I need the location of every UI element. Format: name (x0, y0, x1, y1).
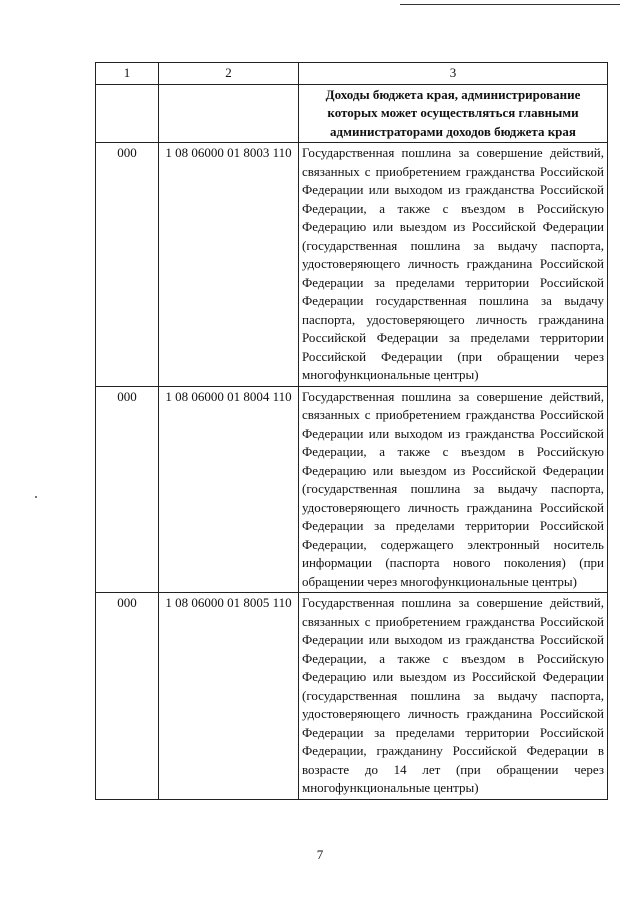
section-title-row (96, 84, 608, 143)
page-number: 7 (316, 847, 324, 862)
income-description-cell: Государственная пошлина за совершение действий, связанных с приобретением гражданства Российской Федерации или выходом из гражданства Российской Федерации, а также с въездом в Российскую Федерацию или выездом из Российской Федерации (государственная пошлина за выдачу паспорта, удостоверяющего личность гражданина Российской Федерации за пределами территории Российской Федерации, гражданину Российской Федерации в возрасте до 14 лет (при обращении через многофункциональные центры) (299, 593, 608, 800)
column-number-3: 3 (299, 63, 608, 85)
margin-mark (35, 496, 37, 498)
table-row (96, 386, 608, 593)
income-code-cell: 1 08 06000 01 8003 110 (159, 143, 299, 387)
column-number-2: 2 (159, 63, 299, 85)
income-description-cell: Государственная пошлина за совершение действий, связанных с приобретением гражданства Российской Федерации или выходом из гражданства Российской Федерации, а также с въездом в Российскую Федерацию или выездом из Российской Федерации (государственная пошлина за выдачу паспорта, удостоверяющего личность гражданина Российской Федерации за пределами территории Российской Федерации государственная пошлина за выдачу паспорта, удостоверяющего личность гражданина Российской Федерации за пределами территории Российской Федерации (при обращении через многофункциональные центры) (299, 143, 608, 387)
empty-cell (96, 84, 159, 143)
section-title: Доходы бюджета края, администрирование которых может осуществляться главными администраторами доходов бюджета края (299, 84, 608, 143)
empty-cell (159, 84, 299, 143)
column-number-row (96, 63, 608, 85)
income-code-cell: 1 08 06000 01 8004 110 (159, 386, 299, 593)
income-codes-table (95, 62, 608, 800)
column-number-1: 1 (96, 63, 159, 85)
table-row (96, 143, 608, 387)
income-code-cell: 1 08 06000 01 8005 110 (159, 593, 299, 800)
top-rule-line (400, 4, 620, 5)
admin-code-cell: 000 (96, 143, 159, 387)
admin-code-cell: 000 (96, 593, 159, 800)
income-description-cell: Государственная пошлина за совершение действий, связанных с приобретением гражданства Российской Федерации или выходом из гражданства Российской Федерации, а также с въездом в Российскую Федерацию или выездом из Российской Федерации (государственная пошлина за выдачу паспорта, удостоверяющего личность гражданина Российской Федерации за пределами территории Российской Федерации, содержащего электронный носитель информации (паспорта нового поколения) (при обращении через многофункциональные центры) (299, 386, 608, 593)
table-row (96, 593, 608, 800)
admin-code-cell: 000 (96, 386, 159, 593)
